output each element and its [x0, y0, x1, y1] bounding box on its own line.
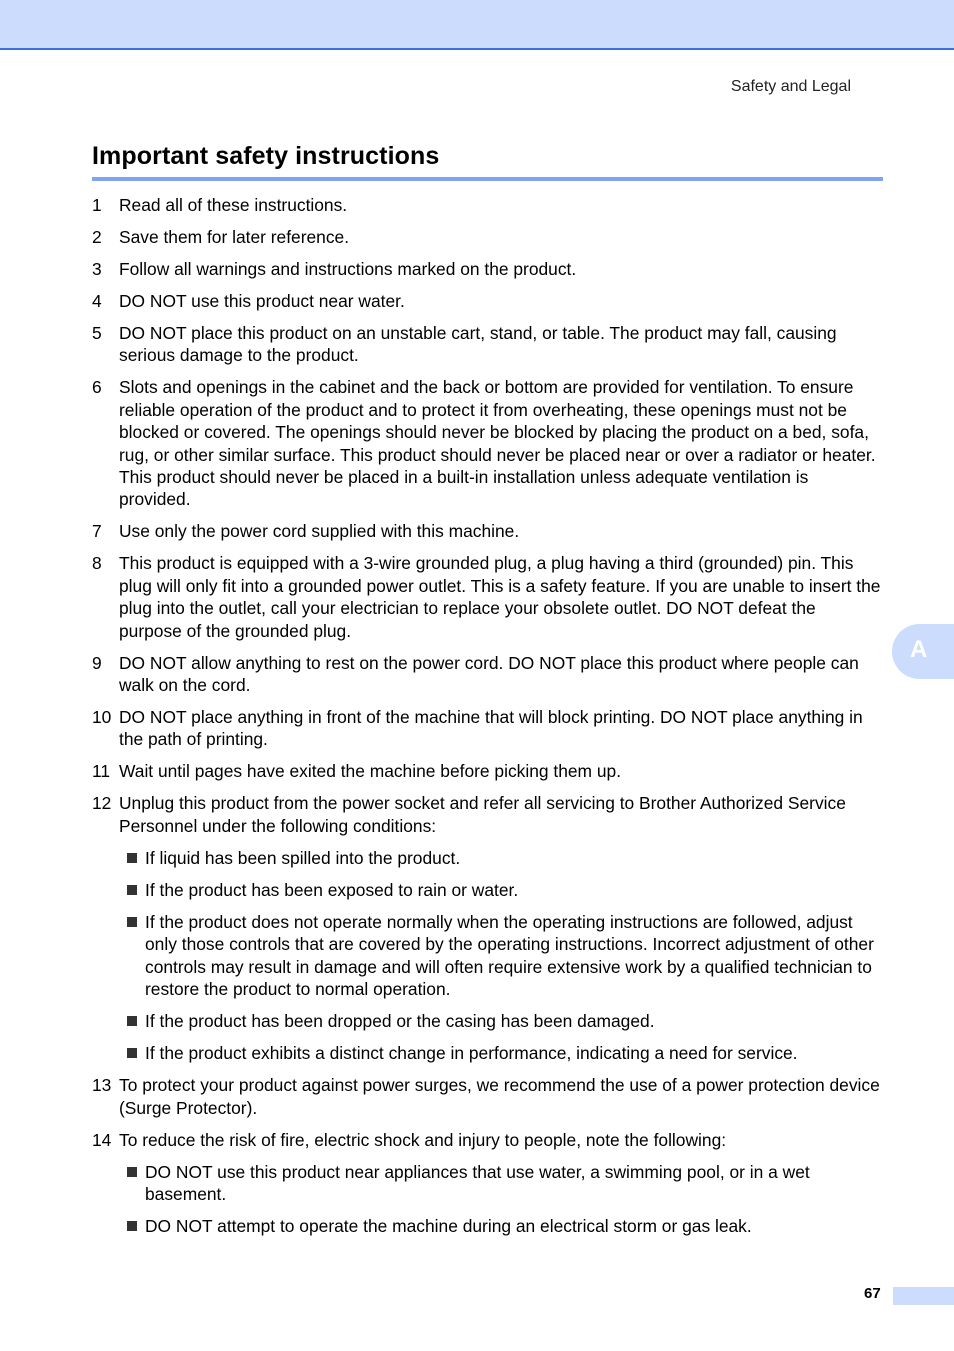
page-number: 67: [864, 1285, 881, 1302]
item-body: [119, 552, 882, 642]
running-header: Safety and Legal: [730, 78, 851, 95]
header-band: [0, 0, 954, 50]
item-number: 2: [92, 227, 102, 247]
sub-item-text: DO NOT attempt to operate the machine during an electrical storm or gas leak.: [145, 1215, 752, 1236]
sub-item-text: If the product has been exposed to rain or water.: [145, 879, 519, 900]
list-item: [92, 706, 882, 751]
sub-item-text: If the product exhibits a distinct change in performance, indicating a need for service.: [145, 1043, 798, 1064]
item-number: 11: [92, 761, 111, 782]
item-text: Read all of these instructions.: [119, 195, 348, 215]
item-body: [119, 258, 882, 280]
item-body: [119, 290, 882, 312]
sub-list-item: [119, 1215, 882, 1237]
item-number: 9: [92, 652, 102, 673]
item-body: [119, 1074, 882, 1119]
sub-list-item: [119, 1161, 882, 1206]
item-text: Use only the power cord supplied with this machine.: [119, 521, 520, 542]
list-item: [92, 552, 882, 642]
list-item: [92, 792, 882, 1064]
appendix-tab-label: A: [910, 636, 928, 663]
item-body: [119, 760, 882, 782]
sub-list-item: [119, 1042, 882, 1064]
item-number: 12: [92, 793, 112, 814]
sub-item-text: If the product does not operate normally when the operating instructions are followed, adjust only those controls that are covered by the operating instructions. Incorrect adjustment of other controls may result in damage and will often require extensive work by a qualified technician to restore the product to normal operation.: [145, 911, 874, 1000]
item-text: Follow all warnings and instructions marked on the product.: [119, 259, 577, 279]
item-body: [119, 376, 882, 510]
square-bullet-icon: [119, 911, 145, 1001]
item-text: Slots and openings in the cabinet and the back or bottom are provided for ventilation. To ensure reliable operation of the product and to protect it from overheating, these openings must not be blocked or covered. The openings should never be blocked by placing the product on a bed, sofa, rug, or other similar surface. This product should never be placed near or over a radiator or heater. This product should never be placed in a built-in installation unless adequate ventilation is provided.: [119, 377, 876, 510]
instruction-list: [92, 194, 882, 1247]
list-item: [92, 652, 882, 697]
list-item: [92, 194, 882, 216]
sub-list: [119, 1161, 882, 1238]
sub-item-text: If liquid has been spilled into the product.: [145, 847, 461, 868]
item-number: 10: [92, 707, 112, 728]
item-text: To protect your product against power surges, we recommend the use of a power protection device (Surge Protector).: [119, 1075, 880, 1118]
square-bullet-icon: [119, 1161, 145, 1206]
list-item: [92, 376, 882, 510]
square-bullet-icon: [119, 1042, 145, 1064]
sub-item-text: If the product has been dropped or the casing has been damaged.: [145, 1011, 655, 1032]
item-text: DO NOT place this product on an unstable cart, stand, or table. The product may fall, causing serious damage to the product.: [119, 323, 837, 366]
sub-list-item: [119, 879, 882, 901]
list-item: [92, 290, 882, 312]
item-text: Unplug this product from the power socket and refer all servicing to Brother Authorized Service Personnel under the following conditions:: [119, 793, 846, 836]
list-item: [92, 1129, 882, 1238]
square-bullet-icon: [119, 879, 145, 901]
title-underline: [92, 177, 883, 181]
list-item: [92, 1074, 882, 1119]
item-number: 4: [92, 291, 102, 311]
appendix-tab: [892, 624, 954, 679]
square-bullet-icon: [119, 1215, 145, 1237]
item-number: 7: [92, 521, 102, 542]
list-item: [92, 322, 882, 367]
page-number-bar: [893, 1287, 954, 1305]
item-body: [119, 194, 882, 216]
page-title: Important safety instructions: [92, 142, 440, 170]
list-item: [92, 258, 882, 280]
item-number: 14: [92, 1129, 112, 1150]
item-number: 6: [92, 377, 102, 398]
sub-list-item: [119, 847, 882, 869]
square-bullet-icon: [119, 847, 145, 869]
item-text: To reduce the risk of fire, electric shock and injury to people, note the following:: [119, 1129, 727, 1150]
item-text: DO NOT allow anything to rest on the power cord. DO NOT place this product where people can walk on the cord.: [119, 652, 859, 696]
item-number: 3: [92, 259, 102, 279]
list-item: [92, 520, 882, 542]
sub-item-text: DO NOT use this product near appliances that use water, a swimming pool, or in a wet basement.: [145, 1161, 810, 1204]
item-body: [119, 792, 882, 1064]
item-body: [119, 652, 882, 697]
item-body: [119, 226, 882, 248]
item-body: [119, 706, 882, 751]
item-text: This product is equipped with a 3-wire grounded plug, a plug having a third (grounded) pin. This plug will only fit into a grounded power outlet. This is a safety feature. If you are unable to insert the plug into the outlet, call your electrician to replace your obsolete outlet. DO NOT defeat the purpose of the grounded plug.: [119, 553, 881, 641]
item-number: 1: [92, 195, 102, 215]
item-number: 13: [92, 1075, 112, 1096]
item-number: 5: [92, 323, 102, 343]
item-text: DO NOT use this product near water.: [119, 291, 405, 311]
item-body: [119, 1129, 882, 1238]
item-body: [119, 520, 882, 542]
sub-list-item: [119, 911, 882, 1001]
item-body: [119, 322, 882, 367]
list-item: [92, 226, 882, 248]
item-text: Save them for later reference.: [119, 227, 350, 247]
sub-list-item: [119, 1010, 882, 1032]
item-text: Wait until pages have exited the machine before picking them up.: [119, 761, 622, 782]
item-text: DO NOT place anything in front of the machine that will block printing. DO NOT place anything in the path of printing.: [119, 707, 863, 750]
square-bullet-icon: [119, 1010, 145, 1032]
item-number: 8: [92, 553, 102, 574]
list-item: [92, 760, 882, 782]
sub-list: [119, 847, 882, 1065]
